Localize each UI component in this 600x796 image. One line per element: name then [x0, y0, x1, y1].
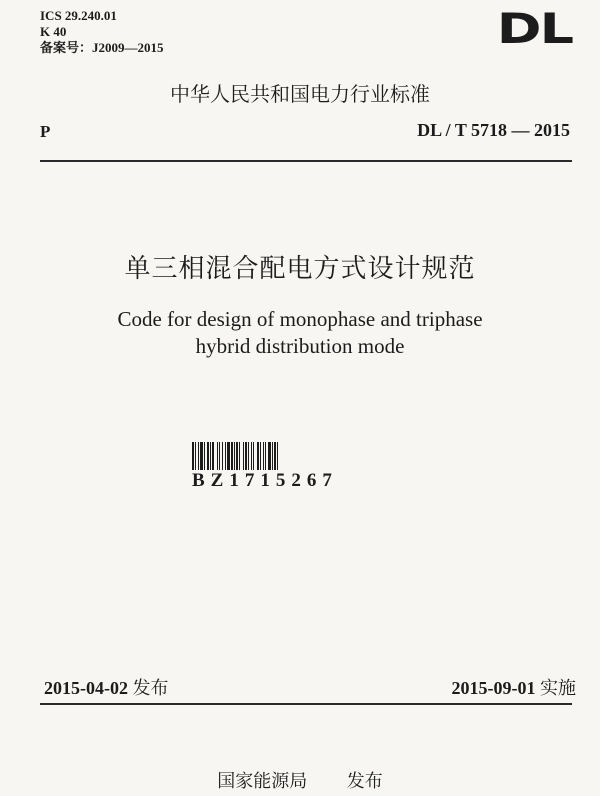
barcode-bar — [243, 442, 244, 470]
issue-date: 2015-04-02 — [44, 678, 128, 698]
title-english — [0, 306, 600, 360]
barcode-bar — [274, 442, 276, 470]
top-divider — [40, 160, 572, 162]
title-chinese: 单三相混合配电方式设计规范 — [124, 254, 476, 284]
implement-date: 2015-09-01 — [451, 678, 536, 698]
barcode-bar — [236, 442, 238, 470]
barcode-bar — [217, 442, 218, 470]
barcode-bar — [219, 442, 220, 470]
record-number: 备案号：J2009—2015 — [40, 40, 164, 55]
barcode-bar — [225, 442, 226, 470]
barcode-bar — [260, 442, 261, 470]
publisher-line — [0, 767, 600, 793]
barcode-bar — [192, 442, 194, 470]
barcode-bar — [195, 442, 196, 470]
barcode-bar — [200, 442, 203, 470]
barcode-bar — [198, 442, 199, 470]
bottom-divider — [40, 703, 572, 705]
implement-label: 实施 — [540, 678, 576, 699]
dl-logo: DL — [496, 4, 572, 54]
ics-code: ICS 29.240.01 — [40, 8, 117, 23]
barcode-bar — [222, 442, 223, 470]
barcode-bar — [272, 442, 273, 470]
barcode-bar — [277, 442, 278, 470]
barcode-bar — [253, 442, 254, 470]
implement-date-block — [452, 674, 577, 700]
barcode-bar — [248, 442, 249, 470]
barcode-bar — [263, 442, 264, 470]
barcode-number: BZ1715267 — [192, 470, 338, 491]
class-code: K 40 — [40, 24, 67, 39]
barcode-bar — [251, 442, 252, 470]
issue-label: 发布 — [132, 678, 169, 699]
barcode-bar — [207, 442, 209, 470]
title-english-line1: Code for design of monophase and triphase — [117, 307, 483, 331]
barcode-bar — [227, 442, 230, 470]
barcode-bar — [257, 442, 259, 470]
barcode-bar — [239, 442, 240, 470]
barcode-bar — [231, 442, 233, 470]
industry-standard-heading: 中华人民共和国电力行业标准 — [170, 82, 430, 106]
barcode-bar — [268, 442, 271, 470]
publisher-label: 发布 — [346, 771, 383, 792]
barcode-bar — [210, 442, 211, 470]
barcode-bar — [212, 442, 214, 470]
title-english-line2: hybrid distribution mode — [195, 334, 405, 358]
issue-date-block — [44, 674, 169, 700]
barcode-bar — [265, 442, 266, 470]
publisher-name: 国家能源局 — [217, 771, 308, 792]
barcode-bar — [234, 442, 235, 470]
barcode-icon — [192, 442, 352, 470]
barcode-bar — [204, 442, 205, 470]
standard-number: DL / T 5718 — 2015 — [417, 120, 570, 140]
category-letter: P — [40, 122, 51, 141]
barcode-bar — [245, 442, 247, 470]
